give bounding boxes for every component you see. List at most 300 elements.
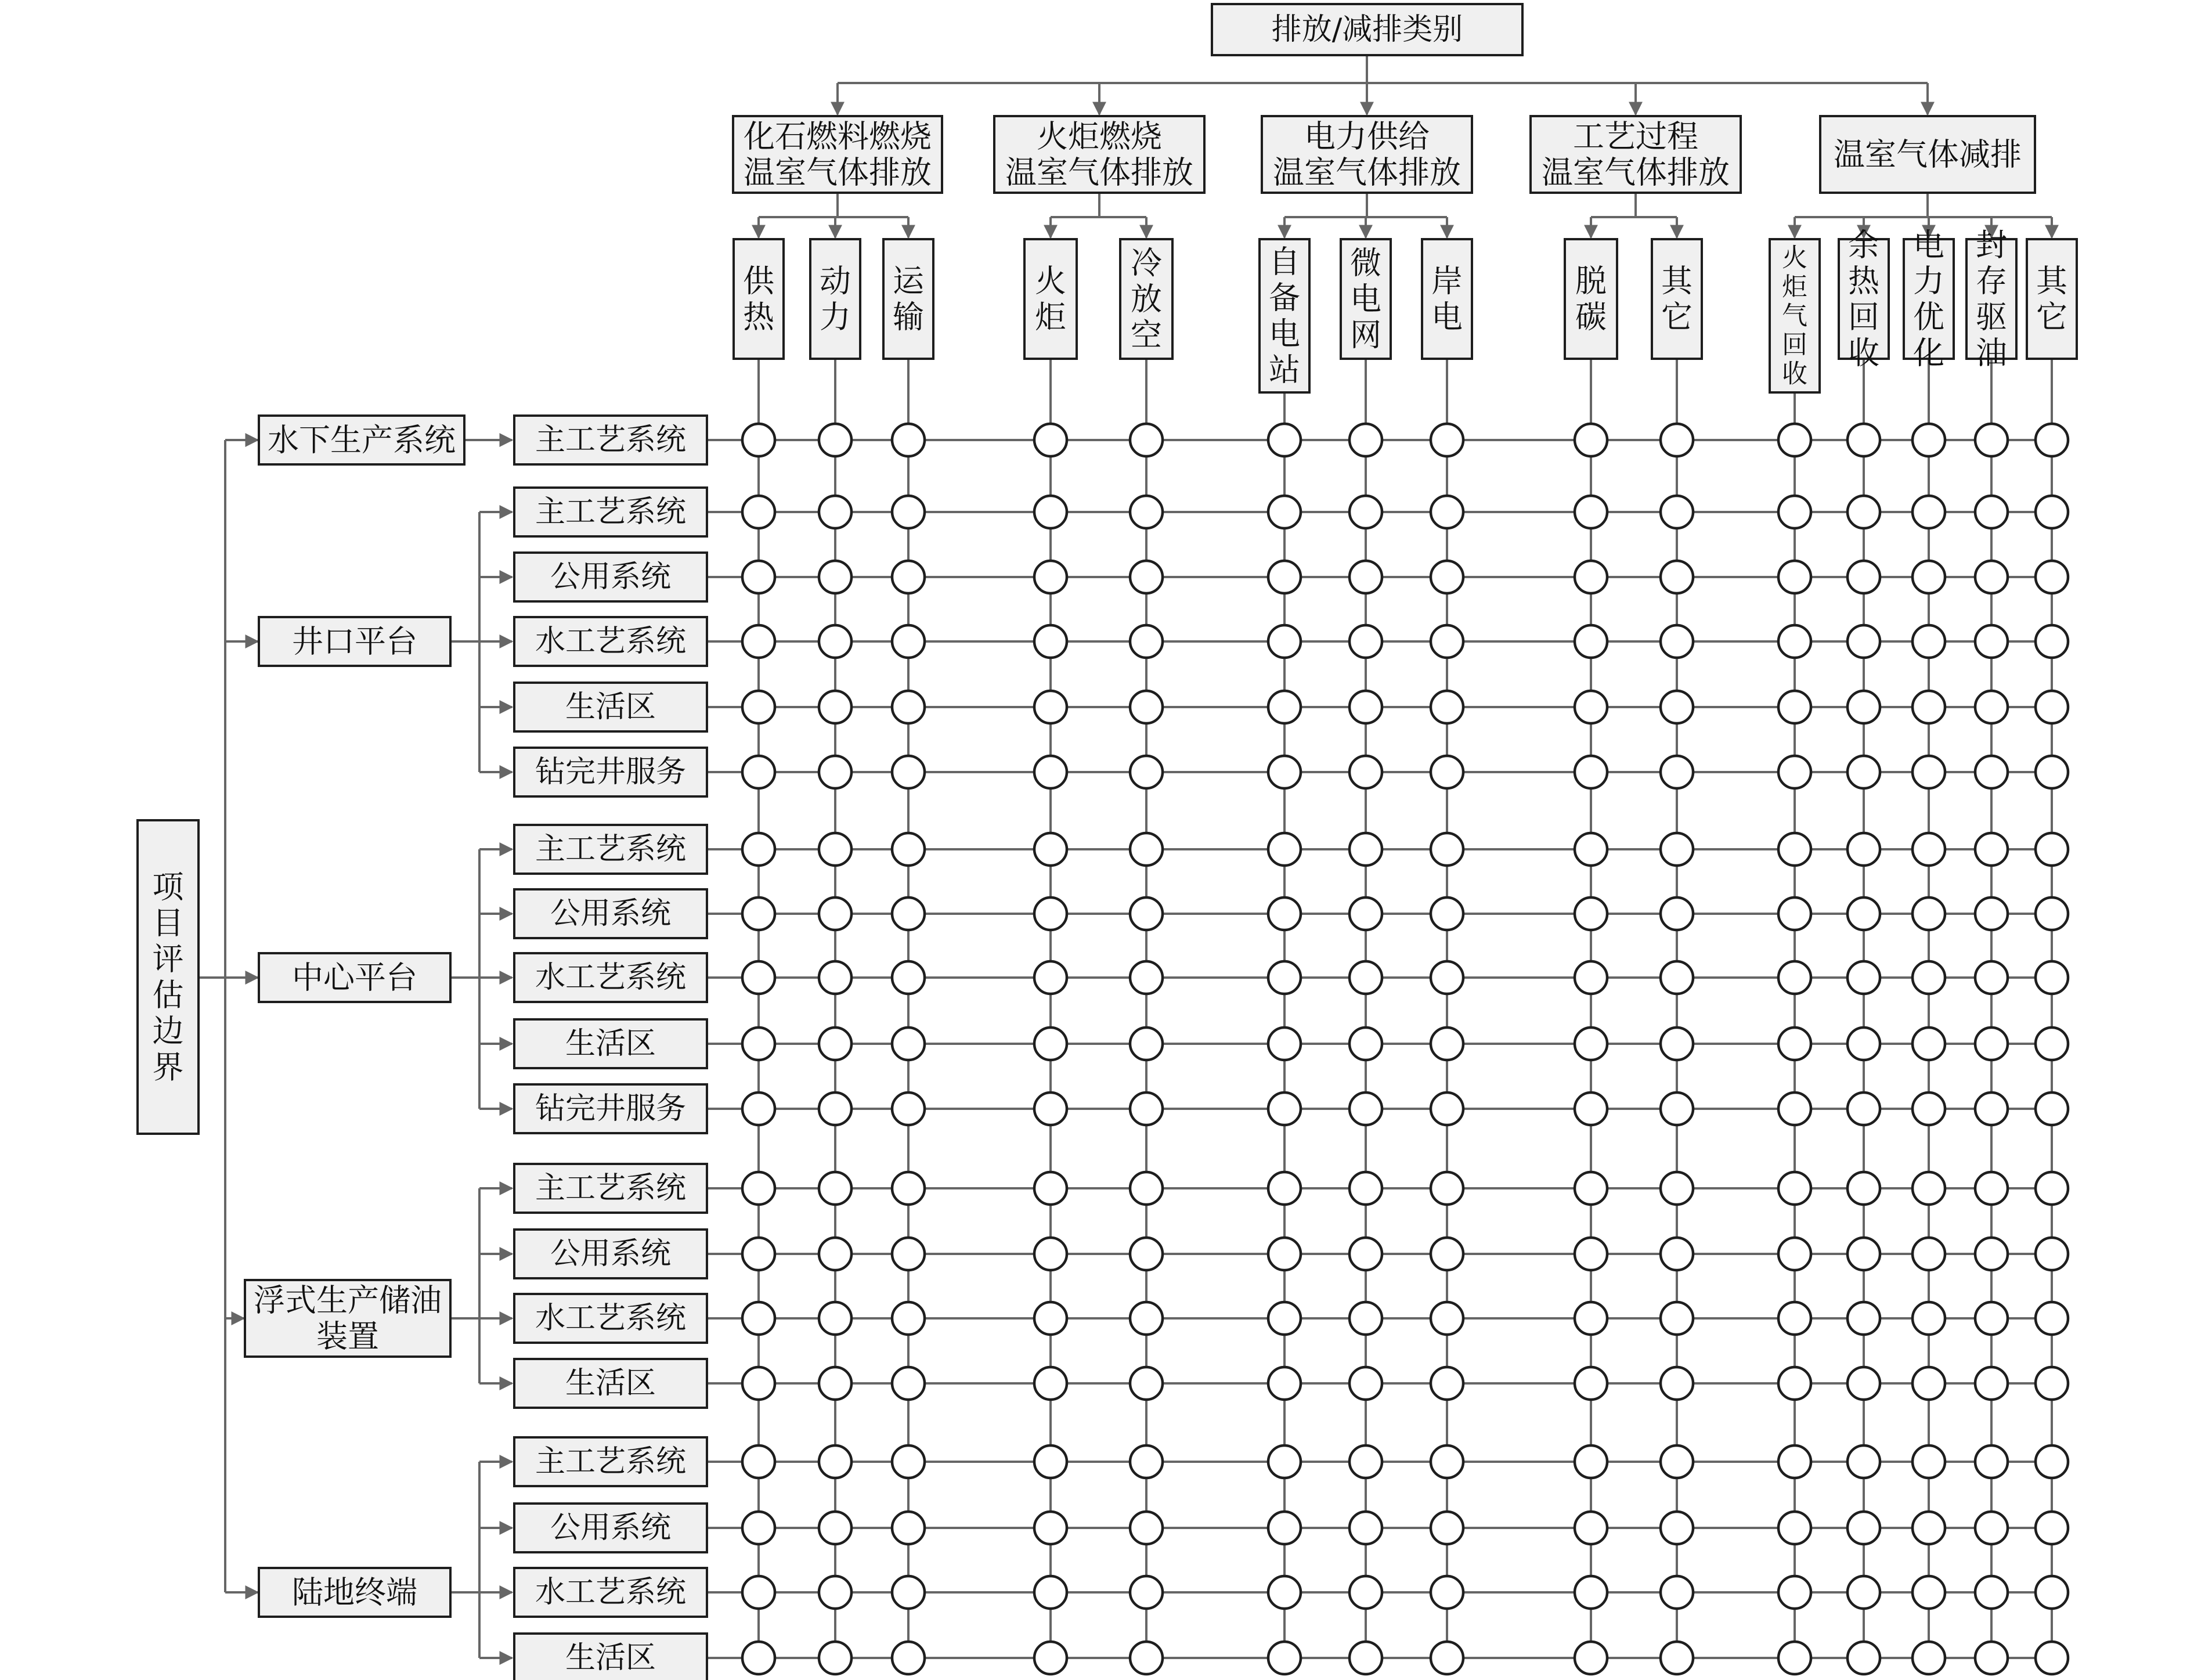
top-category-box-label: 排放/减排类别 xyxy=(1271,12,1463,47)
subcategory-char: 油 xyxy=(1976,334,2007,372)
matrix-node xyxy=(819,424,851,456)
subcategory-char: 电 xyxy=(1350,280,1381,318)
matrix-node xyxy=(1975,424,2008,456)
category-box-1-label: 温室气体排放 xyxy=(744,154,932,191)
matrix-node xyxy=(1575,756,1607,788)
matrix-node xyxy=(1661,1302,1693,1335)
matrix-node xyxy=(1130,1093,1163,1125)
matrix-node xyxy=(1130,1512,1163,1544)
matrix-node xyxy=(1975,1093,2008,1125)
matrix-node xyxy=(1431,424,1463,456)
matrix-node xyxy=(1847,496,1880,528)
matrix-node xyxy=(1268,1512,1301,1544)
matrix-node xyxy=(1975,1445,2008,1478)
matrix-node xyxy=(1847,897,1880,930)
system-box xyxy=(514,1437,707,1486)
matrix-node xyxy=(1975,1642,2008,1674)
subcategory-char: 炬 xyxy=(1035,298,1066,336)
matrix-node xyxy=(1575,691,1607,723)
matrix-node xyxy=(1661,691,1693,723)
system-box-label: 主工艺系统 xyxy=(535,1444,687,1479)
subcategory-char: 收 xyxy=(1782,359,1807,389)
system-box-label: 公用系统 xyxy=(550,560,672,594)
subcategory-char: 气 xyxy=(1782,301,1807,331)
matrix-node xyxy=(2036,1512,2068,1544)
matrix-node xyxy=(1130,1028,1163,1060)
system-box xyxy=(514,1634,707,1680)
matrix-node xyxy=(1130,756,1163,788)
subcategory-char: 热 xyxy=(1848,262,1879,300)
matrix-node xyxy=(819,1512,851,1544)
subcategory-char: 它 xyxy=(1661,298,1693,336)
system-box xyxy=(514,889,707,938)
matrix-node xyxy=(892,1238,925,1270)
matrix-node xyxy=(1268,897,1301,930)
category-box-1 xyxy=(733,116,942,193)
matrix-node xyxy=(819,1576,851,1609)
subcategory-char: 动 xyxy=(820,262,851,300)
matrix-node xyxy=(1778,496,1811,528)
matrix-node xyxy=(1661,1445,1693,1478)
matrix-node xyxy=(819,496,851,528)
matrix-node xyxy=(1575,1512,1607,1544)
matrix-node xyxy=(1778,1172,1811,1205)
system-box-label: 钻完井服务 xyxy=(535,755,687,789)
subcategory-char: 它 xyxy=(2036,298,2067,336)
matrix-node xyxy=(1975,756,2008,788)
facility-box-5-label: 陆地终端 xyxy=(292,1574,417,1611)
system-box-label: 主工艺系统 xyxy=(535,423,687,457)
subcategory-box xyxy=(1260,239,1309,392)
matrix-nodes xyxy=(742,424,2068,1674)
matrix-node xyxy=(1778,1367,1811,1400)
matrix-node xyxy=(1349,1642,1382,1674)
matrix-node xyxy=(1912,1576,1945,1609)
matrix-node xyxy=(819,961,851,994)
system-box xyxy=(514,1294,707,1343)
matrix-node xyxy=(1661,1172,1693,1205)
matrix-node xyxy=(892,691,925,723)
subcategory-char: 火 xyxy=(1782,243,1807,273)
matrix-node xyxy=(1847,1028,1880,1060)
matrix-node xyxy=(1349,1172,1382,1205)
matrix-node xyxy=(1778,1576,1811,1609)
subcategory-char: 输 xyxy=(893,298,924,336)
matrix-node xyxy=(1130,424,1163,456)
root-box-label: 目 xyxy=(152,904,184,942)
matrix-node xyxy=(892,1093,925,1125)
subcategory-box xyxy=(1770,239,1820,392)
matrix-node xyxy=(892,833,925,866)
matrix-node xyxy=(1912,625,1945,658)
matrix-node xyxy=(1349,833,1382,866)
matrix-node xyxy=(892,961,925,994)
category-box-1-label: 化石燃料燃烧 xyxy=(744,118,932,155)
subcategory-char: 炬 xyxy=(1782,272,1807,302)
facility-box-4-label: 浮式生产储油 xyxy=(254,1282,442,1319)
matrix-node xyxy=(1431,756,1463,788)
matrix-node xyxy=(1661,1093,1693,1125)
subcategory-box xyxy=(1565,239,1617,359)
root-box-label: 评 xyxy=(152,940,184,978)
matrix-node xyxy=(1847,1445,1880,1478)
matrix-node xyxy=(1130,961,1163,994)
facility-box-2-label: 井口平台 xyxy=(292,623,417,660)
matrix-node xyxy=(1268,1642,1301,1674)
root-box-label: 界 xyxy=(152,1048,184,1086)
matrix-node xyxy=(1975,1238,2008,1270)
matrix-node xyxy=(1778,1445,1811,1478)
matrix-node xyxy=(892,756,925,788)
matrix-node xyxy=(1778,1093,1811,1125)
matrix-node xyxy=(742,1302,775,1335)
matrix-node xyxy=(742,756,775,788)
matrix-node xyxy=(1575,1576,1607,1609)
matrix-node xyxy=(1431,1445,1463,1478)
matrix-node xyxy=(2036,1238,2068,1270)
matrix-node xyxy=(1912,496,1945,528)
system-box xyxy=(514,953,707,1002)
category-box-3-label: 电力供给 xyxy=(1304,118,1430,155)
matrix-node xyxy=(742,833,775,866)
matrix-node xyxy=(892,1302,925,1335)
subcategory-char: 存 xyxy=(1976,262,2007,300)
matrix-node xyxy=(1130,1367,1163,1400)
system-box-label: 主工艺系统 xyxy=(535,495,687,529)
system-box xyxy=(514,748,707,796)
system-box-label: 公用系统 xyxy=(550,1510,672,1545)
system-box-label: 钻完井服务 xyxy=(535,1091,687,1126)
matrix-node xyxy=(1575,1028,1607,1060)
matrix-node xyxy=(1778,1238,1811,1270)
matrix-node xyxy=(742,1093,775,1125)
matrix-node xyxy=(1349,625,1382,658)
matrix-node xyxy=(819,1093,851,1125)
top-category-box xyxy=(1212,4,1522,55)
matrix-node xyxy=(1575,424,1607,456)
matrix-node xyxy=(819,691,851,723)
facility-box-3 xyxy=(259,953,450,1002)
matrix-node xyxy=(2036,1576,2068,1609)
matrix-node xyxy=(1034,1093,1067,1125)
category-box-4-label: 工艺过程 xyxy=(1573,118,1698,155)
matrix-node xyxy=(2036,625,2068,658)
matrix-node xyxy=(892,1445,925,1478)
matrix-node xyxy=(1778,961,1811,994)
matrix-node xyxy=(2036,424,2068,456)
matrix-node xyxy=(1431,1238,1463,1270)
matrix-node xyxy=(1130,496,1163,528)
matrix-node xyxy=(1349,561,1382,593)
matrix-node xyxy=(2036,1093,2068,1125)
facility-box-3-label: 中心平台 xyxy=(292,959,417,996)
matrix-node xyxy=(2036,961,2068,994)
category-box-2-label: 火炬燃烧 xyxy=(1037,118,1162,155)
matrix-node xyxy=(1431,1512,1463,1544)
matrix-node xyxy=(1912,691,1945,723)
category-box-5-label: 温室气体减排 xyxy=(1834,136,2022,173)
subcategory-char: 热 xyxy=(743,298,774,336)
matrix-node xyxy=(742,1576,775,1609)
matrix-node xyxy=(1912,561,1945,593)
matrix-node xyxy=(1431,1093,1463,1125)
subcategory-char: 备 xyxy=(1269,279,1300,316)
matrix-node xyxy=(1778,1028,1811,1060)
matrix-node xyxy=(1431,897,1463,930)
matrix-node xyxy=(819,833,851,866)
matrix-node xyxy=(1912,1302,1945,1335)
system-box-label: 生活区 xyxy=(565,1366,656,1401)
matrix-node xyxy=(1912,1445,1945,1478)
matrix-node xyxy=(1847,961,1880,994)
matrix-node xyxy=(1349,1302,1382,1335)
matrix-node xyxy=(1575,1642,1607,1674)
matrix-node xyxy=(1975,961,2008,994)
category-box-4-label: 温室气体排放 xyxy=(1542,154,1730,191)
matrix-node xyxy=(1034,756,1067,788)
matrix-node xyxy=(1912,1642,1945,1674)
matrix-node xyxy=(2036,756,2068,788)
system-box-label: 水工艺系统 xyxy=(535,960,687,995)
matrix-node xyxy=(2036,1302,2068,1335)
matrix-node xyxy=(2036,1367,2068,1400)
matrix-node xyxy=(1034,1028,1067,1060)
subcategory-char: 放 xyxy=(1131,280,1162,318)
matrix-node xyxy=(1661,1576,1693,1609)
subcategory-box xyxy=(810,239,860,359)
matrix-node xyxy=(1912,1367,1945,1400)
matrix-node xyxy=(742,1642,775,1674)
matrix-node xyxy=(1575,496,1607,528)
category-box-3 xyxy=(1262,116,1472,193)
matrix-node xyxy=(1034,1576,1067,1609)
system-box xyxy=(514,1084,707,1133)
matrix-node xyxy=(1778,691,1811,723)
matrix-node xyxy=(1912,1028,1945,1060)
matrix-node xyxy=(1034,1302,1067,1335)
matrix-node xyxy=(1034,1445,1067,1478)
matrix-node xyxy=(1034,691,1067,723)
matrix-node xyxy=(1349,1238,1382,1270)
subcategory-box xyxy=(2027,239,2077,359)
matrix-node xyxy=(819,1238,851,1270)
matrix-node xyxy=(1847,625,1880,658)
matrix-node xyxy=(1575,625,1607,658)
subcategory-char: 电 xyxy=(1269,315,1300,352)
matrix-node xyxy=(742,1238,775,1270)
matrix-node xyxy=(1975,1512,2008,1544)
matrix-node xyxy=(1349,897,1382,930)
system-box xyxy=(514,1359,707,1408)
matrix-node xyxy=(2036,496,2068,528)
matrix-node xyxy=(1661,424,1693,456)
subcategory-char: 站 xyxy=(1269,351,1300,388)
category-box-3-label: 温室气体排放 xyxy=(1273,154,1461,191)
matrix-node xyxy=(742,1028,775,1060)
system-box-label: 主工艺系统 xyxy=(535,1171,687,1206)
matrix-node xyxy=(1349,1512,1382,1544)
matrix-node xyxy=(1975,833,2008,866)
subcategory-char: 力 xyxy=(820,298,851,336)
matrix-node xyxy=(819,1028,851,1060)
matrix-node xyxy=(2036,561,2068,593)
matrix-node xyxy=(742,1445,775,1478)
matrix-node xyxy=(1847,756,1880,788)
matrix-node xyxy=(1349,1093,1382,1125)
matrix-node xyxy=(1975,897,2008,930)
matrix-node xyxy=(1034,1512,1067,1544)
subcategory-char: 化 xyxy=(1913,334,1944,372)
matrix-node xyxy=(1912,897,1945,930)
category-box-4 xyxy=(1531,116,1741,193)
subcategory-char: 火 xyxy=(1035,262,1066,300)
matrix-node xyxy=(1268,961,1301,994)
matrix-node xyxy=(892,1172,925,1205)
matrix-node xyxy=(1431,625,1463,658)
category-box-5 xyxy=(1820,116,2035,193)
subcategory-char: 碳 xyxy=(1575,298,1607,336)
matrix-node xyxy=(1268,833,1301,866)
matrix-node xyxy=(1778,833,1811,866)
matrix-node xyxy=(1912,1238,1945,1270)
system-box xyxy=(514,488,707,536)
system-box xyxy=(514,683,707,731)
matrix-node xyxy=(1431,833,1463,866)
matrix-node xyxy=(819,897,851,930)
subcategory-char: 收 xyxy=(1848,334,1879,372)
matrix-node xyxy=(1130,897,1163,930)
matrix-node xyxy=(1575,1302,1607,1335)
system-box xyxy=(514,1568,707,1617)
matrix-node xyxy=(1847,1172,1880,1205)
matrix-node xyxy=(1661,1028,1693,1060)
root-box-label: 边 xyxy=(152,1012,184,1050)
matrix-node xyxy=(1034,833,1067,866)
matrix-node xyxy=(2036,1172,2068,1205)
matrix-node xyxy=(1034,496,1067,528)
system-box xyxy=(514,1504,707,1552)
subcategory-char: 自 xyxy=(1269,243,1300,280)
subcategory-char: 其 xyxy=(1661,262,1693,300)
matrix-node xyxy=(892,424,925,456)
matrix-node xyxy=(1975,625,2008,658)
subcategory-box xyxy=(1024,239,1077,359)
matrix-node xyxy=(1268,561,1301,593)
system-box-label: 水工艺系统 xyxy=(535,1575,687,1610)
matrix-node xyxy=(742,496,775,528)
system-box-label: 水工艺系统 xyxy=(535,624,687,659)
matrix-node xyxy=(1268,625,1301,658)
system-box xyxy=(514,617,707,666)
matrix-node xyxy=(819,1172,851,1205)
matrix-node xyxy=(1268,496,1301,528)
matrix-node xyxy=(1912,1093,1945,1125)
matrix-node xyxy=(892,561,925,593)
matrix-node xyxy=(1130,1172,1163,1205)
subcategory-char: 封 xyxy=(1976,226,2007,264)
matrix-node xyxy=(1575,1238,1607,1270)
matrix-node xyxy=(1778,897,1811,930)
matrix-node xyxy=(2036,1028,2068,1060)
matrix-node xyxy=(1847,561,1880,593)
matrix-node xyxy=(742,561,775,593)
matrix-node xyxy=(1034,424,1067,456)
facility-box-2 xyxy=(259,617,450,666)
matrix-node xyxy=(1912,833,1945,866)
matrix-node xyxy=(892,1512,925,1544)
matrix-node xyxy=(1349,1445,1382,1478)
matrix-node xyxy=(1130,1302,1163,1335)
matrix-node xyxy=(1975,1302,2008,1335)
subcategory-char: 电 xyxy=(1431,298,1463,336)
matrix-node xyxy=(819,1642,851,1674)
matrix-node xyxy=(819,561,851,593)
matrix-node xyxy=(1575,1367,1607,1400)
matrix-node xyxy=(1575,897,1607,930)
matrix-node xyxy=(1349,1576,1382,1609)
subcategory-box xyxy=(1120,239,1172,359)
subcategory-box xyxy=(1341,239,1391,359)
matrix-node xyxy=(1661,1512,1693,1544)
matrix-node xyxy=(819,625,851,658)
subcategory-char: 微 xyxy=(1350,244,1381,282)
matrix-node xyxy=(1975,1028,2008,1060)
matrix-node xyxy=(2036,833,2068,866)
matrix-node xyxy=(742,1512,775,1544)
system-box xyxy=(514,1164,707,1213)
matrix-node xyxy=(892,897,925,930)
matrix-node xyxy=(1975,1576,2008,1609)
matrix-node xyxy=(1431,1576,1463,1609)
matrix-node xyxy=(1847,424,1880,456)
matrix-node xyxy=(1661,961,1693,994)
matrix-node xyxy=(1661,1367,1693,1400)
system-box-label: 公用系统 xyxy=(550,1236,672,1271)
subcategory-char: 电 xyxy=(1913,226,1944,264)
matrix-node xyxy=(1778,424,1811,456)
matrix-node xyxy=(1130,1238,1163,1270)
matrix-node xyxy=(742,1172,775,1205)
matrix-node xyxy=(1431,1367,1463,1400)
matrix-node xyxy=(1268,1576,1301,1609)
matrix-node xyxy=(819,1445,851,1478)
matrix-node xyxy=(2036,691,2068,723)
root-box-label: 项 xyxy=(152,868,184,906)
subcategory-char: 余 xyxy=(1848,226,1879,264)
subcategory-char: 运 xyxy=(893,262,924,300)
matrix-node xyxy=(1268,1238,1301,1270)
matrix-node xyxy=(1130,833,1163,866)
matrix-node xyxy=(1349,496,1382,528)
matrix-node xyxy=(1431,1172,1463,1205)
matrix-node xyxy=(1034,1367,1067,1400)
system-box-label: 公用系统 xyxy=(550,896,672,931)
system-box-label: 生活区 xyxy=(565,1026,656,1061)
matrix-node xyxy=(1661,756,1693,788)
matrix-node xyxy=(1847,1302,1880,1335)
matrix-node xyxy=(742,1367,775,1400)
matrix-node xyxy=(1130,561,1163,593)
subcategory-box xyxy=(1904,227,1954,372)
matrix-node xyxy=(1268,1445,1301,1478)
matrix-node xyxy=(1912,961,1945,994)
matrix-node xyxy=(1268,424,1301,456)
matrix-node xyxy=(1975,1172,2008,1205)
matrix-node xyxy=(742,691,775,723)
matrix-node xyxy=(2036,897,2068,930)
matrix-node xyxy=(1912,1512,1945,1544)
subcategory-box xyxy=(1422,239,1472,359)
